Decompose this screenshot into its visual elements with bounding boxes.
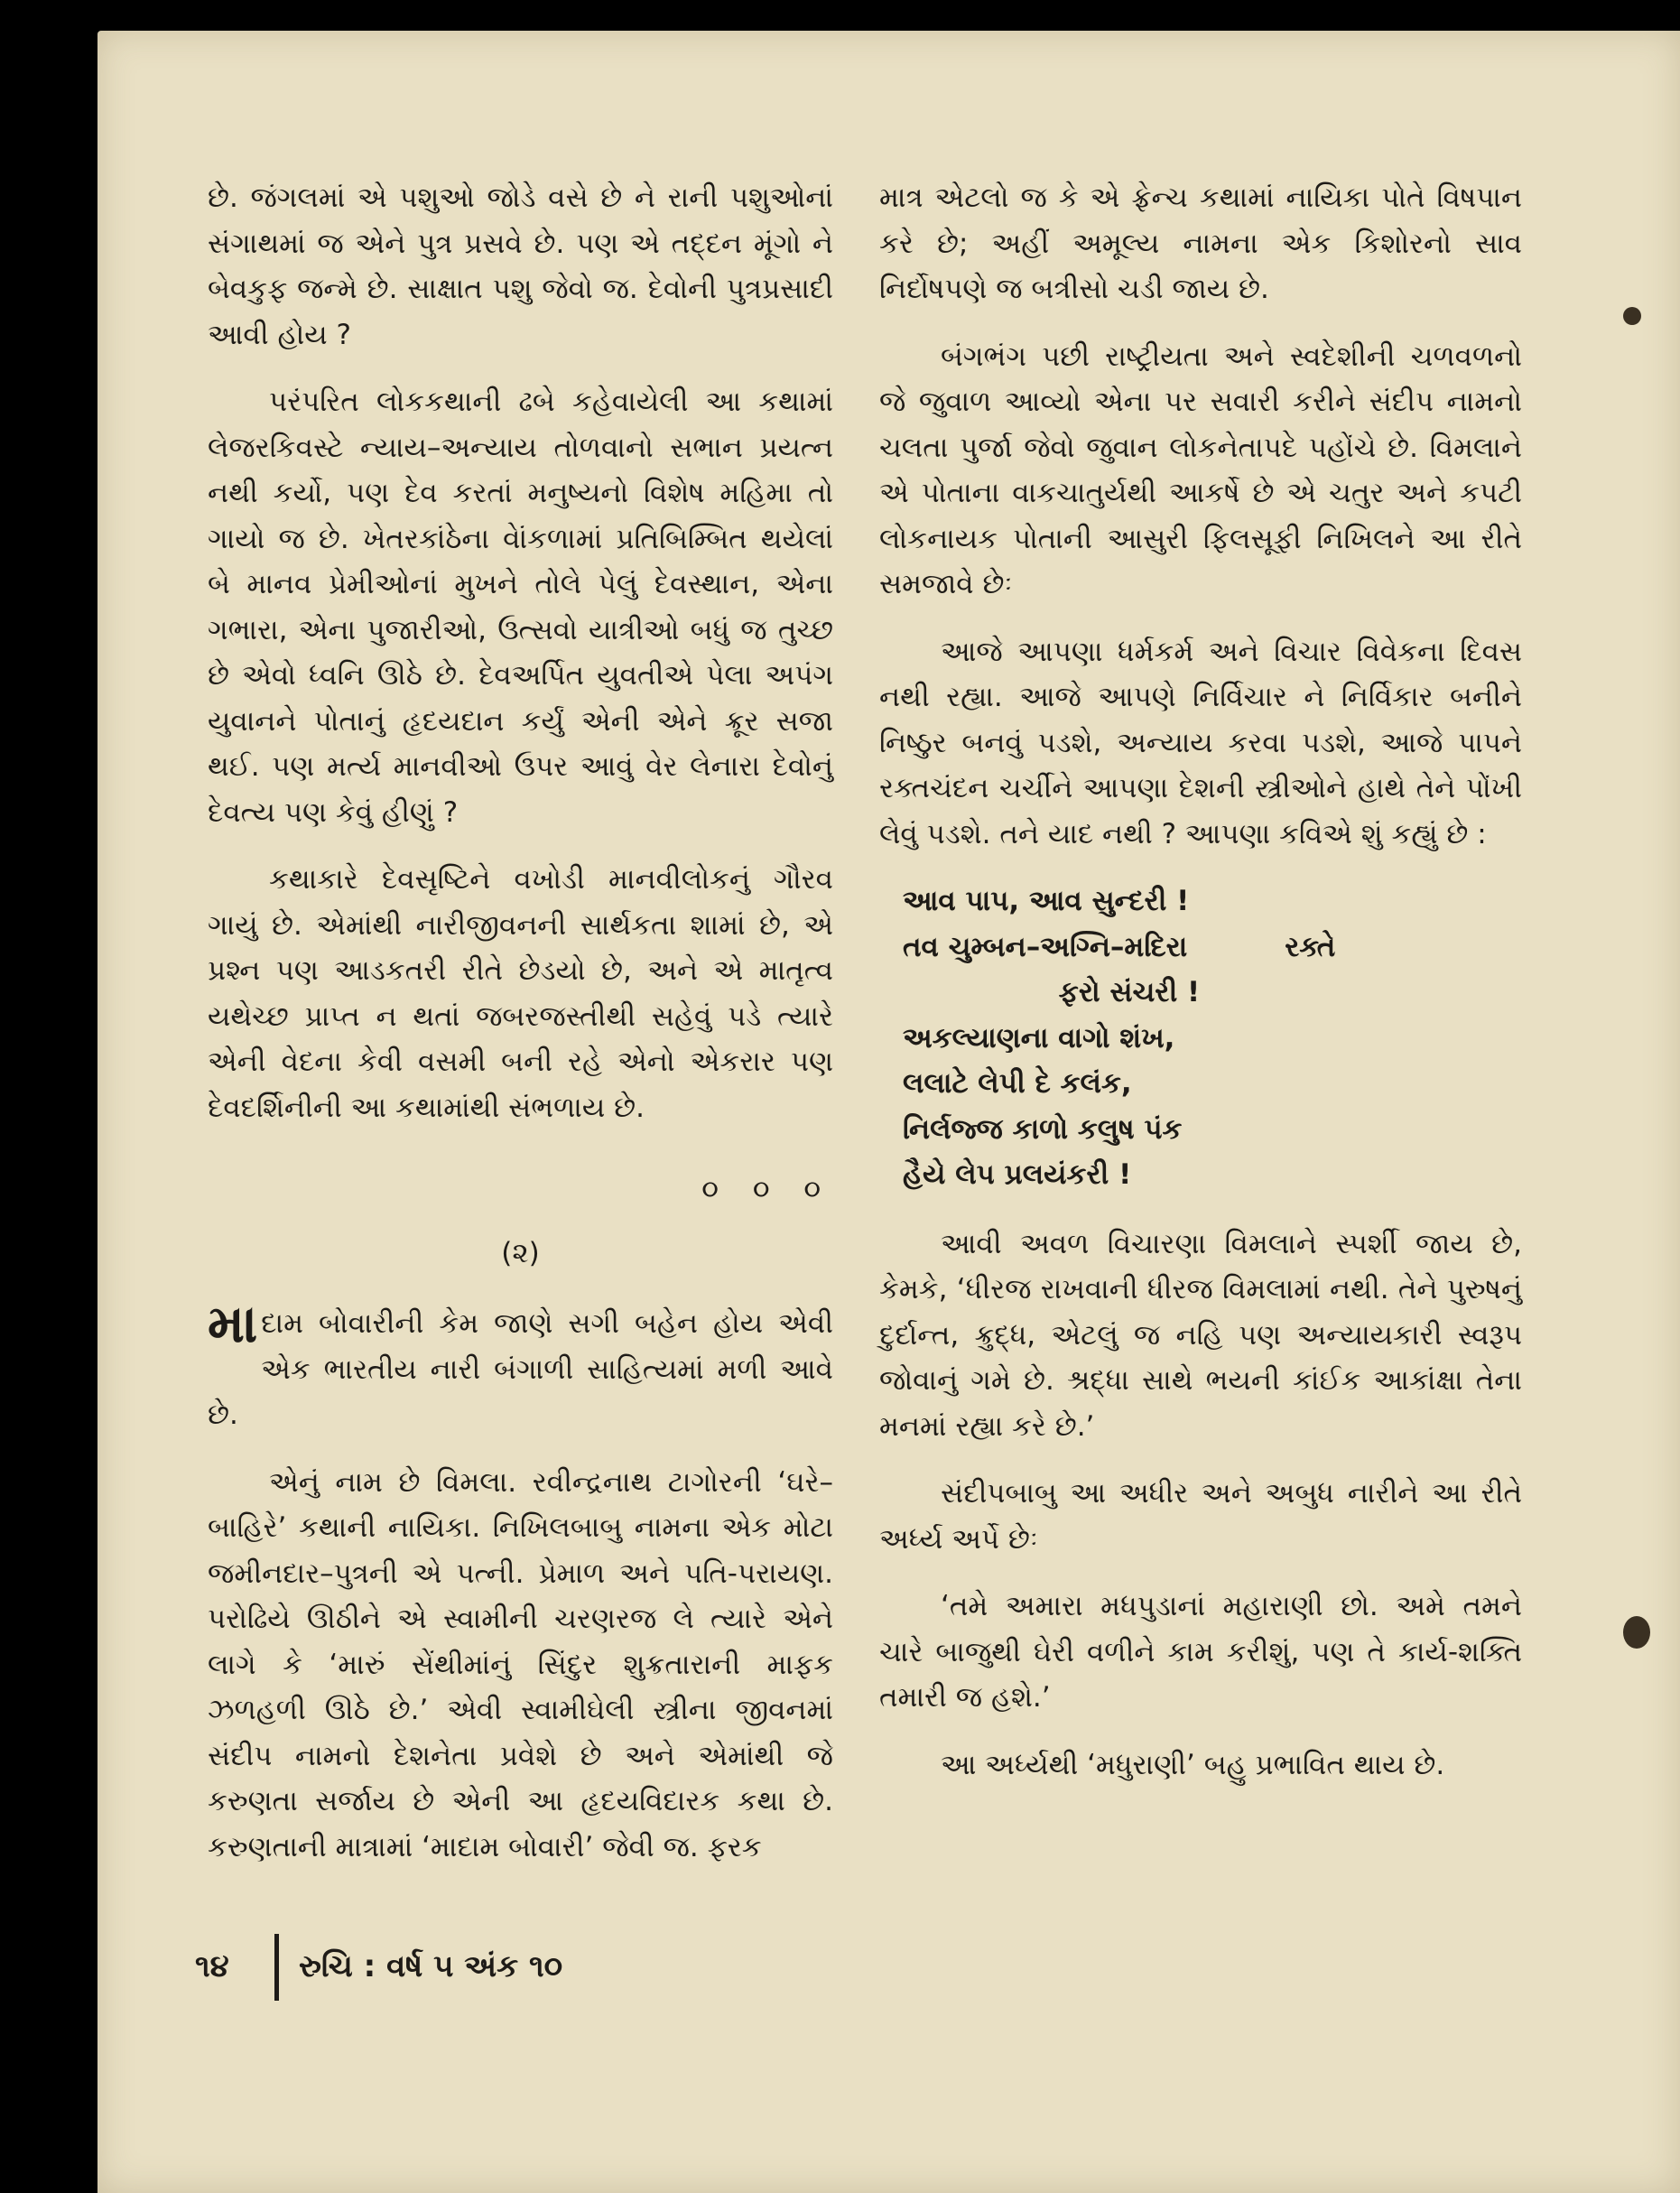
paragraph: છે. જંગલમાં એ પશુઓ જોડે વસે છે ને રાની પશુઓનાં સંગાથમાં જ એને પુત્ર પ્રસવે છે. પણ એ તદ્દન મૂંગો ને બેવકુફ જન્મે છે. સાક્ષાત પશુ જેવો જ. દેવોની પુત્રપ્રસાદી આવી હોય ? xyxy=(208,181,833,351)
binding-hole xyxy=(1623,1616,1650,1649)
poem-line: ફરો સંચરી ! xyxy=(903,976,1201,1008)
paragraph: એનું નામ છે વિમલા. રવીન્દ્રનાથ ટાગોરની ‘ઘરે–બાહિરે’ કથાની નાયિકા. નિખિલબાબુ નામના એક મોટા જમીનદાર–પુત્રની એ પત્ની. પ્રેમાળ અને પતિ-પરાયણ. પરોઢિયે ઊઠીને એ સ્વામીની ચરણરજ લે ત્યારે એને લાગે કે ‘મારું સેંથીમાંનું સિંદુર શુક્રતારાની માફક ઝળહળી ઊઠે છે.’ એવી સ્વામીઘેલી સ્ત્રીના જીવનમાં સંદીપ નામનો દેશનેતા પ્રવેશે છે અને એમાંથી જે કરુણતા સર્જાય છે એની આ હૃદયવિદારક કથા છે. કરુણતાની માત્રામાં ‘માદામ બોવારી’ જેવી જ. ફરક xyxy=(208,1465,833,1863)
paragraph: બંગભંગ પછી રાષ્ટ્રીયતા અને સ્વદેશીની ચળવળનો જે જુવાળ આવ્યો એના પર સવારી કરીને સંદીપ નામનો ચલતા પુર્જા જેવો જુવાન લોકનેતાપદે પહોંચે છે. વિમલાને એ પોતાના વાકચાતુર્યથી આકર્ષે છે એ ચતુર અને કપટી લોકનાયક પોતાની આસુરી ફિલસૂફી નિખિલને આ રીતે સમજાવે છેઃ xyxy=(879,339,1522,600)
poem-line: આવ પાપ, આવ સુન્દરી ! xyxy=(903,885,1190,917)
section-separator: ૦ ૦ ૦ xyxy=(701,1173,833,1205)
paragraph: આવી અવળ વિચારણા વિમલાને સ્પર્શી જાય છે, કેમકે, ‘ધીરજ રાખવાની ધીરજ વિમલામાં નથી. તેને પુરુષનું દુર્દાન્ત, ક્રુદ્ધ, એટલું જ નહિ પણ અન્યાયકારી સ્વરૂપ જોવાનું ગમે છે. શ્રદ્ધા સાથે ભયની કાંઈક આકાંક્ષા તેના મનમાં રહ્યા કરે છે.’ xyxy=(879,1227,1522,1443)
poem-line: અકલ્યાણના વાગો શંખ, xyxy=(903,1021,1175,1055)
paragraph: આજે આપણા ધર્મકર્મ અને વિચાર વિવેકના દિવસ નથી રહ્યા. આજે આપણે નિર્વિચાર ને નિર્વિકાર બનીને નિષ્ઠુર બનવું પડશે, અન્યાય કરવા પડશે, આજે પાપને રક્તચંદન ચર્ચીને આપણા દેશની સ્ત્રીઓને હાથે તેને પોંખી લેવું પડશે. તને યાદ નથી ? આપણા કવિએ શું કહ્યું છે : xyxy=(879,635,1522,850)
paragraph: આ અર્ધ્યથી ‘મધુરાણી’ બહુ પ્રભાવિત થાય છે. xyxy=(941,1748,1445,1781)
right-column xyxy=(879,175,1522,1809)
poem-line: હૈયે લેપ પ્રલયંકરી ! xyxy=(903,1158,1132,1191)
binding-hole xyxy=(1623,307,1641,325)
paragraph-text: દામ બોવારીની કેમ જાણે સગી બહેન હોય એવી એક ભારતીય નારી બંગાળી સાહિત્યમાં મળી આવે છે. xyxy=(208,1307,833,1431)
paragraph xyxy=(208,1293,833,1438)
section-number: (૨) xyxy=(501,1236,540,1269)
paragraph: પરંપરિત લોકકથાની ઢબે કહેવાયેલી આ કથામાં લેજરકિવસ્ટે ન્યાય–અન્યાય તોળવાનો સભાન પ્રયત્ન નથી કર્યો, પણ દેવ કરતાં મનુષ્યનો વિશેષ મહિમા તો ગાયો જ છે. ખેતરકાંઠેના વેાંકળામાં પ્રતિબિમ્બિત થયેલાં બે માનવ પ્રેમીઓનાં મુખને તોલે પેલું દેવસ્થાન, એના ગભારા, એના પુજારીઓ, ઉત્સવો યાત્રીઓ બધું જ તુચ્છ છે એવો ધ્વનિ ઊઠે છે. દેવઅર્પિત યુવતીએ પેલા અપંગ યુવાનને પોતાનું હૃદયદાન કર્યું એની એને ક્રૂર સજા થઈ. પણ મર્ત્ય માનવીઓ ઉપર આવું વેર લેનારા દેવોનું દેવત્ય પણ કેવું હીણું ? xyxy=(208,386,833,829)
poem-line: નિર્લજ્જ કાળો કલુષ પંક xyxy=(903,1112,1183,1146)
page-number: ૧૪ xyxy=(195,1948,229,1984)
paragraph: સંદીપબાબુ આ અધીર અને અબુધ નારીને આ રીતે અર્ધ્ય અર્પે છેઃ xyxy=(879,1477,1522,1556)
paragraph: કથાકારે દેવસૃષ્ટિને વખોડી માનવીલોકનું ગૌરવ ગાયું છે. એમાંથી નારીજીવનની સાર્થકતા શામાં છે, એ પ્રશ્ન પણ આડકતરી રીતે છેડયો છે, અને એ માતૃત્વ યથેચ્છ પ્રાપ્ત ન થતાં જબરજસ્તીથી સહેવું પડે ત્યારે એની વેદના કેવી વસમી બની રહે એનો એકરાર પણ દેવદર્શિનીની આ કથામાંથી સંભળાય છે. xyxy=(208,863,833,1124)
poem xyxy=(903,878,1522,1198)
paragraph: માત્ર એટલો જ કે એ ફ્રેન્ચ કથામાં નાયિકા પોતે વિષપાન કરે છે; અહીં અમૂલ્ય નામના એક કિશોરનો સાવ નિર્દોષપણે જ બત્રીસો ચડી જાય છે. xyxy=(879,181,1522,305)
poem-line: લલાટે લેપી દે કલંક, xyxy=(903,1067,1132,1100)
poem-line: તવ ચુમ્બન–અગ્નિ–મદિરા રક્તે xyxy=(903,930,1336,963)
drop-cap: મા xyxy=(208,1293,258,1354)
quote-paragraph: ‘તમે અમારા મધપુડાનાં મહારાણી છો. અમે તમને ચારે બાજુથી ઘેરી વળીને કામ કરીશું, પણ તે કાર્ય-શક્તિ તમારી જ હશે.’ xyxy=(879,1590,1522,1714)
left-column xyxy=(208,175,833,1891)
journal-info: રુચિ : વર્ષ ૫ અંક ૧૦ xyxy=(299,1948,563,1984)
footer-divider xyxy=(274,1934,279,2001)
document-page xyxy=(97,31,1680,2193)
